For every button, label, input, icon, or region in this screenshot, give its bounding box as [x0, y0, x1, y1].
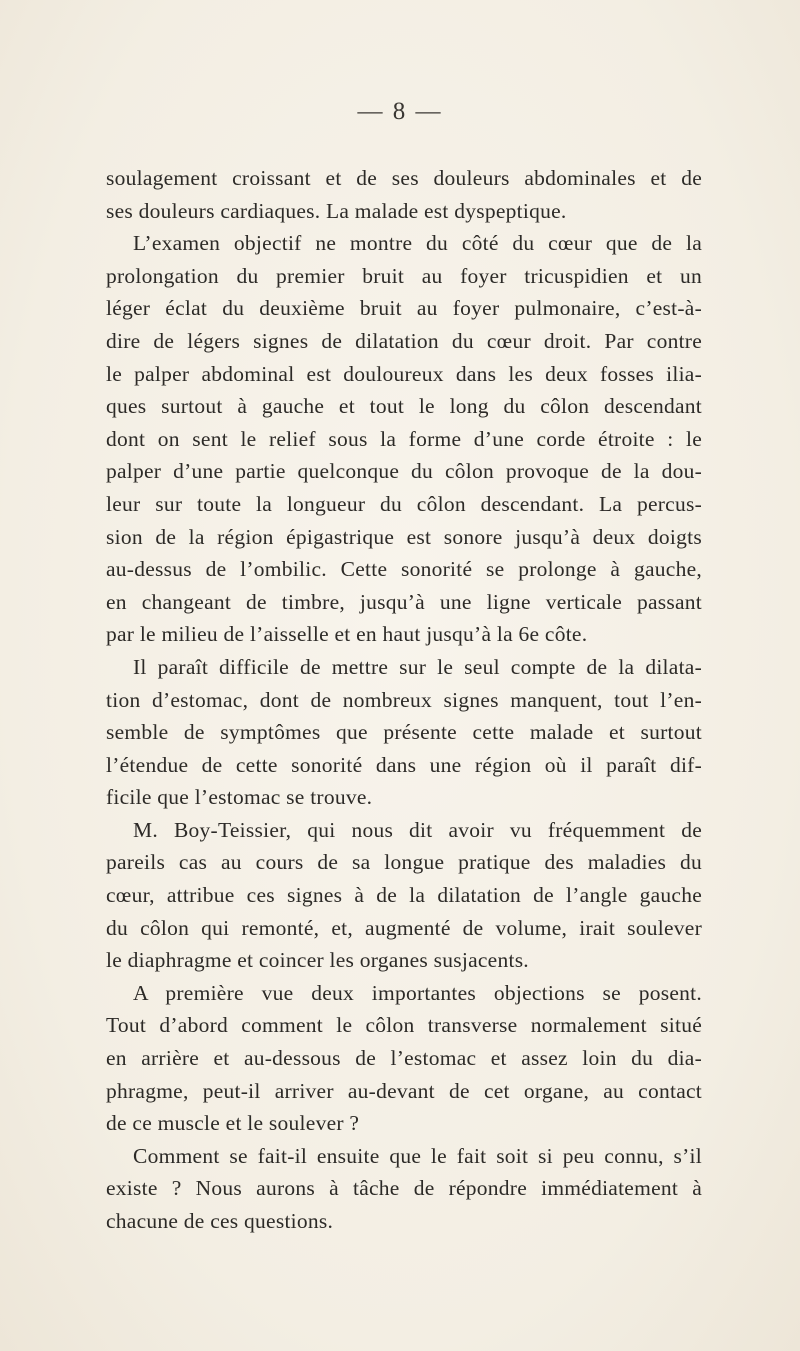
text-line: dire de légers signes de dilatation du cœur droit. Par contre	[106, 328, 702, 353]
text-line: le diaphragme et coincer les organes susjacents.	[106, 948, 529, 973]
text-line: soulagement croissant et de ses douleurs abdominales et de	[106, 166, 702, 190]
text-line: en changeant de timbre, jusqu’à une ligne verticale passant	[106, 589, 702, 614]
text-line: A première vue deux importantes objections se posent.	[133, 980, 702, 1005]
text-line: L’examen objectif ne montre du côté du cœur que de la	[133, 231, 702, 256]
text-line: au-dessus de l’ombilic. Cette sonorité se prolonge à gauche,	[106, 557, 702, 582]
text-line: Il paraît difficile de mettre sur le seul compte de la dilata-	[133, 654, 702, 679]
text-line: semble de symptômes que présente cette malade et surtout	[106, 720, 702, 745]
paragraph	[106, 162, 702, 227]
body-text	[106, 162, 702, 1238]
text-line: de ce muscle et le soulever ?	[106, 1111, 360, 1136]
text-line: ficile que l’estomac se trouve.	[106, 785, 373, 810]
text-line: palper d’une partie quelconque du côlon provoque de la dou-	[106, 459, 702, 484]
text-line: cœur, attribue ces signes à de la dilatation de l’angle gauche	[106, 883, 702, 908]
text-line: ses douleurs cardiaques. La malade est dyspeptique.	[106, 198, 567, 223]
paragraph	[106, 1140, 702, 1238]
paragraph	[106, 227, 702, 651]
text-line: le palper abdominal est douloureux dans les deux fosses ilia-	[106, 361, 702, 386]
text-line: pareils cas au cours de sa longue pratique des maladies du	[106, 850, 702, 875]
text-line: chacune de ces questions.	[106, 1209, 334, 1233]
page-number: — 8 —	[357, 98, 443, 125]
text-line: ques surtout à gauche et tout le long du côlon descendant	[106, 394, 702, 419]
text-line: Tout d’abord comment le côlon transverse normalement situé	[106, 1013, 702, 1038]
text-line: existe ? Nous aurons à tâche de répondre immédiatement à	[106, 1176, 702, 1201]
text-line: prolongation du premier bruit au foyer tricuspidien et un	[106, 263, 702, 288]
text-line: tion d’estomac, dont de nombreux signes manquent, tout l’en-	[106, 687, 702, 712]
text-line: sion de la région épigastrique est sonore jusqu’à deux doigts	[106, 524, 702, 549]
text-line: en arrière et au-dessous de l’estomac et assez loin du dia-	[106, 1046, 702, 1071]
text-line: phragme, peut-il arriver au-devant de cet organe, au contact	[106, 1078, 702, 1103]
text-line: Comment se fait-il ensuite que le fait soit si peu connu, s’il	[133, 1143, 702, 1168]
text-line: dont on sent le relief sous la forme d’une corde étroite : le	[106, 426, 702, 451]
text-line: M. Boy-Teissier, qui nous dit avoir vu fréquemment de	[133, 817, 702, 842]
paragraph	[106, 651, 702, 814]
text-line: par le milieu de l’aisselle et en haut jusqu’à la 6e côte.	[106, 622, 588, 647]
text-line: du côlon qui remonté, et, augmenté de volume, irait soulever	[106, 915, 702, 940]
text-line: l’étendue de cette sonorité dans une région où il paraît dif-	[106, 752, 702, 777]
paragraph	[106, 814, 702, 977]
text-line: léger éclat du deuxième bruit au foyer pulmonaire, c’est-à-	[106, 296, 702, 321]
text-line: leur sur toute la longueur du côlon descendant. La percus-	[106, 491, 702, 516]
paragraph	[106, 977, 702, 1140]
